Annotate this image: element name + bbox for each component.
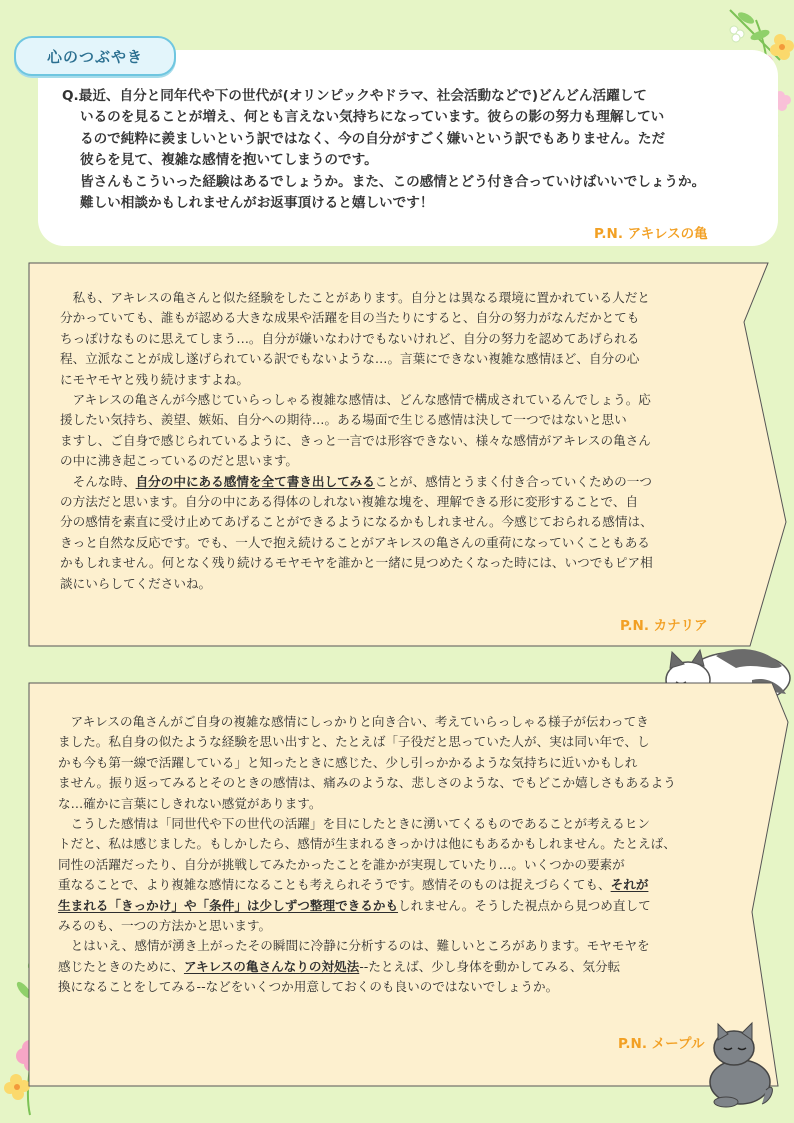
- answer-line: の中に沸き起こっているのだと思います。: [60, 453, 299, 469]
- answer-card-2: [28, 682, 790, 1088]
- highlighted-advice: それが: [610, 877, 649, 893]
- answer-text: 感じたときのために、: [58, 958, 184, 974]
- answer-text: ことが、感情とうまく付き合っていくための一つ: [374, 473, 652, 489]
- answer-1-text: [60, 288, 740, 594]
- answer-line: 換になることをしてみる‐‐などをいくつか用意しておくのも良いのではないでしょうか。: [58, 979, 559, 995]
- answer-line: ますし、ご自身で感じられているように、きっと一言では形容できない、様々な感情がアキレスの亀さん: [60, 432, 651, 448]
- answer-line: な…確かに言葉にしきれない感覚があります。: [58, 795, 322, 811]
- answer-line: [58, 896, 748, 916]
- question-card: [38, 50, 778, 246]
- highlighted-advice: 生まれる「きっかけ」や「条件」は少しずつ整理できるかも: [58, 897, 399, 913]
- answer-line: ません。振り返ってみるとそのときの感情は、痛みのような、悲しさのような、でもどこか嬉しさもあるよう: [58, 775, 676, 791]
- answer-text: そんな時、: [60, 473, 136, 489]
- answer-line: みるのも、一つの方法かと思います。: [58, 918, 272, 934]
- answer-line: 同性の活躍だったり、自分が挑戦してみたかったことを誰かが実現していたり…。いくつかの要素が: [58, 856, 625, 872]
- answer-line: [58, 957, 748, 977]
- answer-line: の方法だと思います。自分の中にある得体のしれない複雑な塊を、理解できる形に変形することで、自: [60, 494, 639, 510]
- question-line: 皆さんもこういった経験はあるでしょうか。また、この感情とどう付き合っていけばいいでしょうか。: [80, 173, 706, 190]
- answer-line: 私も、アキレスの亀さんと似た経験をしたことがあります。自分とは異なる環境に置かれている人だと: [60, 290, 650, 305]
- answer-line: 程、立派なことが成し遂げられている訳でもないような…。言葉にできない複雑な感情ほど、自分の心: [60, 351, 640, 367]
- question-line: いるのを見ることが増え、何とも言えない気持ちになっています。彼らの影の努力も理解してい: [80, 109, 665, 126]
- section-label: 心のつぶやき: [14, 36, 176, 76]
- question-signature: P.N. アキレスの亀: [594, 226, 708, 242]
- question-text: [62, 86, 748, 214]
- answer-card-1: [28, 262, 788, 648]
- answer-line: 援したい気持ち、羨望、嫉妬、自分への期待…。ある場面で生じる感情は決して一つではないと思い: [60, 412, 627, 428]
- answer-line: 分かっていても、誰もが認める大きな成果や活躍を目の当たりにすると、自分の努力がなんだかとても: [60, 310, 640, 326]
- answer-line: [60, 472, 740, 492]
- question-line: 彼らを見て、複雑な感情を抱いてしまうのです。: [80, 152, 378, 169]
- answer-2-signature: P.N. メープル: [618, 1036, 705, 1052]
- answer-1-signature: P.N. カナリア: [620, 618, 708, 634]
- answer-line: こうした感情は「同世代や下の世代の活躍」を目にしたときに湧いてくるものであることが考えるヒン: [58, 816, 650, 832]
- answer-line: [58, 875, 748, 895]
- highlighted-advice: アキレスの亀さんなりの対処法: [183, 958, 360, 974]
- answer-line: とはいえ、感情が湧き上がったその瞬間に冷静に分析するのは、難しいところがあります。モヤモヤを: [58, 938, 650, 954]
- answer-line: 分の感情を素直に受け止めてあげることができるようになるかもしれません。今感じておられる感情は、: [60, 514, 653, 530]
- gray-cat-illustration: [696, 1020, 776, 1110]
- question-line: Q.最近、自分と同年代や下の世代が(オリンピックやドラマ、社会活動などで)どんどん活躍して: [62, 88, 647, 104]
- answer-2-text: [58, 712, 748, 998]
- answer-line: ちっぽけなものに思えてしまう…。自分が嫌いなわけでもないけれど、自分の努力を認めてあげられる: [60, 330, 640, 346]
- highlighted-advice: 自分の中にある感情を全て書き出してみる: [135, 473, 375, 489]
- answer-text: 重なることで、より複雑な感情になることも考えられそうです。感情そのものは捉えづらくても、: [58, 877, 611, 893]
- answer-line: かもしれません。何となく残り続けるモヤモヤを誰かと一緒に見つめたくなった時には、いつでもピア相: [60, 555, 653, 571]
- answer-line: 談にいらしてくださいね。: [60, 575, 212, 591]
- answer-line: アキレスの亀さんが今感じていらっしゃる複雑な感情は、どんな感情で構成されているんでしょう。応: [60, 392, 651, 408]
- answer-line: にモヤモヤと残り続けますよね。: [60, 371, 249, 387]
- answer-text: しれません。そうした視点から見つめ直して: [398, 897, 651, 913]
- question-line: 難しい相談かもしれませんがお返事頂けると嬉しいです！: [80, 195, 434, 212]
- answer-line: ました。私自身の似たような経験を思い出すと、たとえば「子役だと思っていた人が、実は同い年で、し: [58, 734, 650, 750]
- answer-text: ‐‐たとえば、少し身体を動かしてみる、気分転: [359, 958, 621, 974]
- answer-line: かも今も第一線で活躍している」と知ったときに感じた、少し引っかかるような気持ちに近いかもしれ: [58, 754, 638, 770]
- answer-line: トだと、私は感じました。もしかしたら、感情が生まれるきっかけは他にもあるかもしれません。たとえば、: [58, 836, 676, 852]
- answer-line: きっと自然な反応です。でも、一人で抱え続けることがアキレスの亀さんの重荷になっていくこともある: [60, 534, 650, 550]
- question-line: るので純粋に羨ましいという訳ではなく、今の自分がすごく嫌いという訳でもありません。ただ: [80, 130, 666, 147]
- answer-line: アキレスの亀さんがご自身の複雑な感情にしっかりと向き合い、考えていらっしゃる様子が伝わってき: [58, 714, 649, 729]
